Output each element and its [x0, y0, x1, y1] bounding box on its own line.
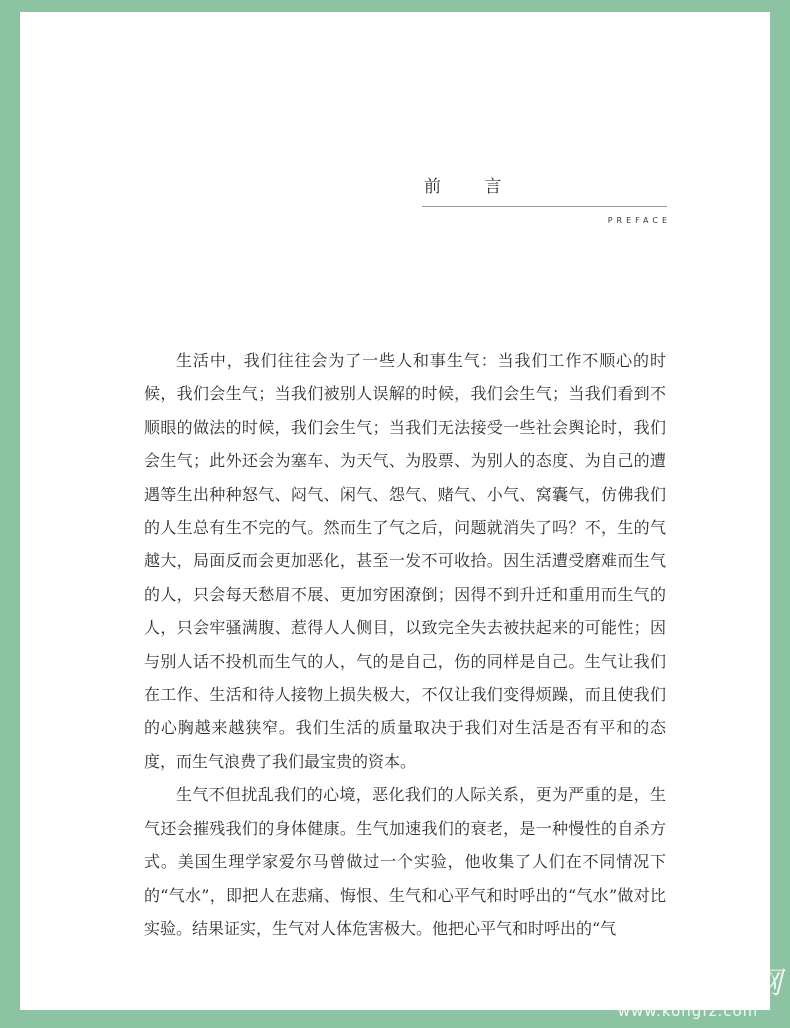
title-divider: [422, 206, 667, 207]
paragraph-1: 生活中，我们往往会为了一些人和事生气：当我们工作不顺心的时候，我们会生气；当我们被别人误解的时候，我们会生气；当我们看到不顺眼的做法的时候，我们会生气；当我们无法接受一些社会舆论时，我们会生气；此外还会为塞车、为天气、为股票、为别人的态度、为自己的遭遇等生出种种怒气、闷气、闲气、怨气、赌气、小气、窝囊气，仿佛我们的人生总有生不完的气。然而生了气之后，问题就消失了吗？不，生的气越大，局面反而会更加恶化，甚至一发不可收拾。因生活遭受磨难而生气的人，只会每天愁眉不展、更加穷困潦倒；因得不到升迁和重用而生气的人，只会牢骚满腹、惹得人人侧目，以致完全失去被扶起来的可能性；因与别人话不投机而生气的人，气的是自己，伤的同样是自己。生气让我们在工作、生活和待人接物上损失极大，不仅让我们变得烦躁，而且使我们的心胸越来越狭窄。我们生活的质量取决于我们对生活是否有平和的态度，而生气浪费了我们最宝贵的资本。: [144, 351, 666, 771]
chapter-subtitle: PREFACE: [607, 216, 671, 225]
book-page: [20, 12, 770, 1010]
watermark-url: www.kongfz.com: [617, 1002, 759, 1020]
paragraph-2: 生气不但扰乱我们的心境，恶化我们的人际关系，更为严重的是，生气还会摧残我们的身体健康。生气加速我们的衰老，是一种慢性的自杀方式。美国生理学家爱尔马曾做过一个实验，他收集了人们在不同情况下的“气水”，即把人在悲痛、悔恨、生气和心平气和时呼出的“气水”做对比实验。结果证实，生气对人体危害极大。他把心平气和时呼出的“气: [144, 785, 666, 938]
chapter-header: [422, 172, 671, 225]
watermark-brand: 孔夫子旧书网: [592, 966, 784, 1001]
body-text: [144, 344, 666, 945]
watermark: [592, 966, 784, 1020]
chapter-title: 前 言: [424, 177, 521, 197]
